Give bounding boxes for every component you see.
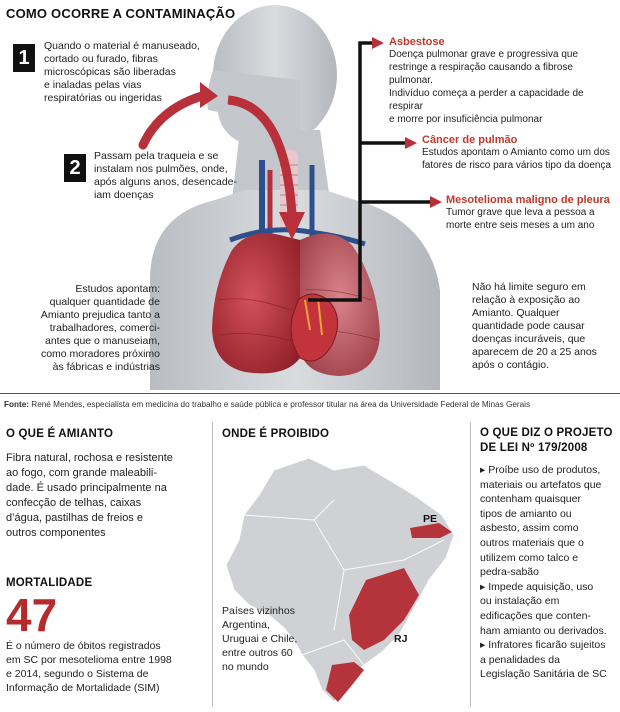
state-label-pe: PE [423, 513, 438, 525]
page-title: COMO OCORRE A CONTAMINAÇÃO [6, 6, 236, 21]
right-note: Não há limite seguro em relação à exposição ao Amianto. Qualquer quantidade pode causar doenças incuráveis, que aparecem de 20 a 25 anos após o contágio. [472, 281, 597, 371]
column-divider [212, 422, 213, 707]
state-label-rj: RJ [394, 633, 408, 645]
mortality-text: É o número de óbitos registrados em SC por mesotelioma entre 1998 e 2014, segundo o Sistema de Informação de Mortalidade (SIM) [6, 640, 172, 694]
mortality-number: 47 [6, 589, 58, 641]
step-2-badge: 2 [64, 154, 86, 182]
disease-title: Asbestose [389, 36, 445, 48]
disease-title: Câncer de pulmão [422, 134, 518, 146]
disease-asbestose [389, 36, 619, 126]
disease-description: Estudos apontam o Amianto como um dos fatores de risco para vários tipo da doença [422, 147, 611, 171]
disease-cancer [422, 134, 618, 172]
forbidden-title: ONDE É PROIBIDO [222, 428, 330, 440]
left-note: Estudos apontam: qualquer quantidade de Amianto prejudica tanto a trabalhadores, comerci- antes que o manuseiam, como moradores próximo às fábricas e indústrias [40, 283, 160, 373]
disease-description: Doença pulmonar grave e progressiva que restringe a respiração causando a fibrose pulmonar. Indivíduo começa a perder a capacidade de respirar e morre por insuficiência pulmonar [389, 49, 584, 125]
mortality-title: MORTALIDADE [6, 577, 93, 589]
what-is-text: Fibra natural, rochosa e resistente ao fogo, com grande maleabili- dade. É usado principalmente na confecção de telhas, caixas d’água, pastilhas de freios e outros componentes [6, 452, 173, 539]
top-divider [0, 393, 620, 394]
forbidden-text: Países vizinhos Argentina, Uruguai e Chile, entre outros 60 no mundo [222, 605, 298, 673]
bill-text: ▸ Proíbe uso de produtos, materiais ou artefatos que contenham quaisquer tipos de amianto ou asbesto, assim como outros materiais que o utilizem como talco e pedra-sabão ▸ Impede aquisição, uso ou instalação em edificações que conten- ham amianto ou derivados. ▸ Infratores ficarão sujeitos a penalidades da Legislação Sanitária de SC [480, 464, 607, 681]
bill-title: O QUE DIZ O PROJETO DE LEI Nº 179/2008 [480, 427, 613, 454]
step-1-text: Quando o material é manuseado, cortado ou furado, fibras microscópicas são liberadas e inaladas pelas vias respiratórias ou ingeridas [44, 40, 200, 104]
column-divider [470, 422, 471, 707]
step-2-text: Passam pela traqueia e se instalam nos pulmões, onde, após alguns anos, desencade- iam doenças [94, 150, 238, 201]
what-is-title: O QUE É AMIANTO [6, 428, 114, 440]
source-line: Fonte: René Mendes, especialista em medicina do trabalho e saúde pública e professor titular na área da Universidade Federal de Minas Gerais [4, 400, 531, 409]
disease-mesotelioma [446, 194, 618, 232]
disease-description: Tumor grave que leva a pessoa a morte entre seis meses a um ano [446, 207, 595, 231]
step-1-badge: 1 [13, 44, 35, 72]
disease-title: Mesotelioma maligno de pleura [446, 194, 610, 206]
